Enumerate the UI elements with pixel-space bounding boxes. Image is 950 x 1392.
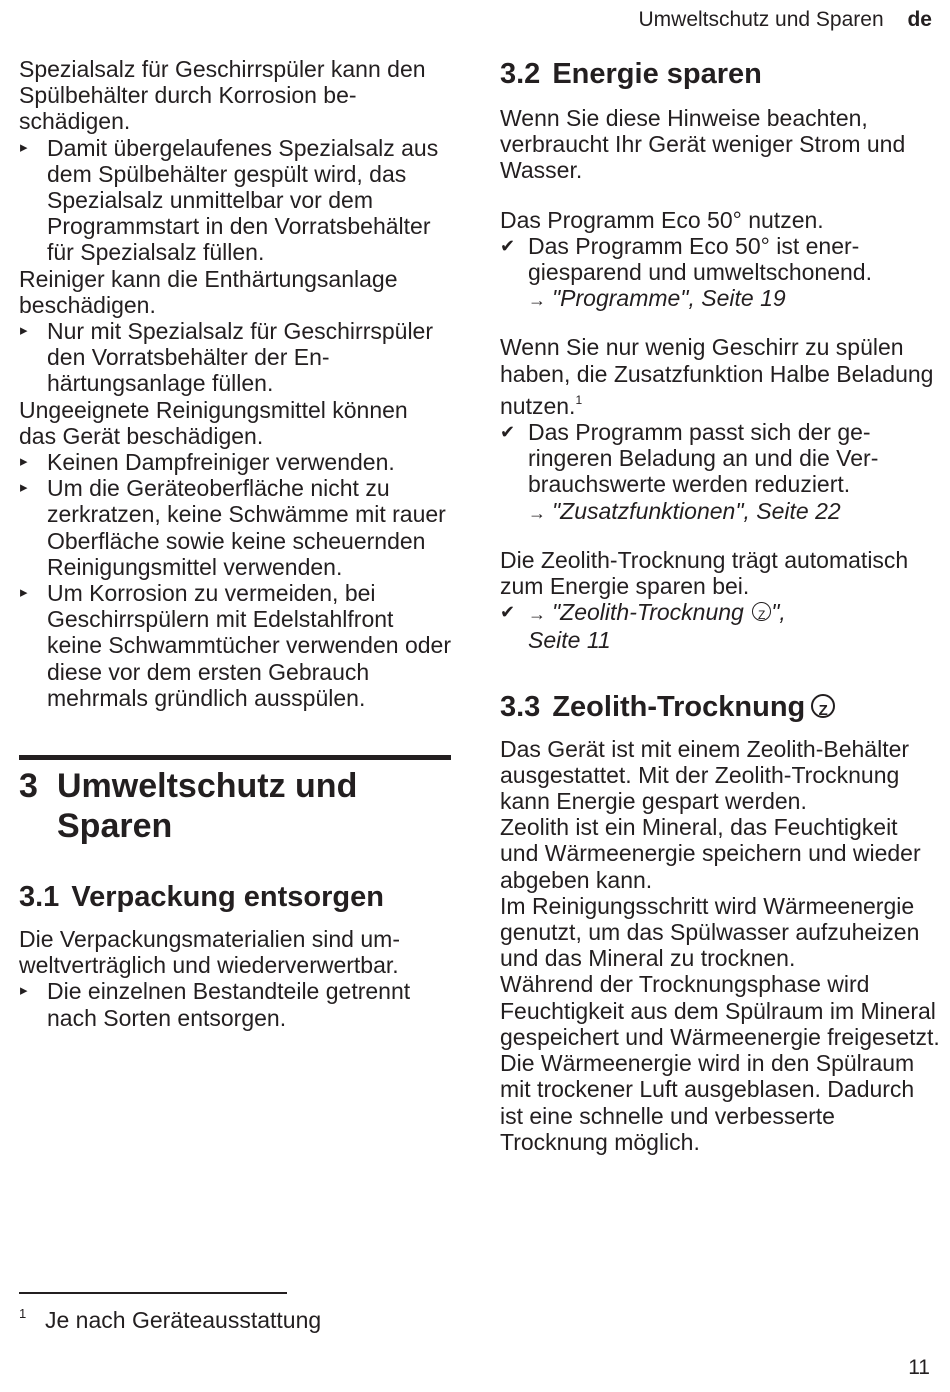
page-number: 11 [908, 1356, 930, 1379]
section-heading-3-1 [19, 880, 451, 914]
arrow-right-icon: → [528, 290, 546, 311]
section-heading-3-3 [500, 690, 940, 724]
zeolith-symbol-icon [752, 602, 771, 621]
section-number: 3.3 [500, 690, 541, 723]
list-item: ▸ Keinen Dampfreiniger verwenden. [19, 449, 451, 475]
result-list [500, 599, 940, 653]
header-language: de [907, 8, 932, 31]
page-header [639, 8, 932, 32]
zeolith-symbol-icon [811, 694, 835, 718]
result-list [500, 419, 940, 526]
footnote-marker: 1 [575, 392, 583, 407]
bullet-list [19, 135, 451, 266]
result-item: ✔ Das Programm passt sich der geringeren Beladung an und die Verbrauchswerte werden reduziert. → "Zusatzfunktionen", Seite 22 [500, 419, 879, 524]
cross-reference[interactable]: → "Programme", Seite 19 [528, 285, 786, 312]
result-item [500, 599, 940, 653]
footnote-divider [19, 1292, 287, 1294]
list-item: ▸ Damit übergelaufenes Spezialsalz aus dem Spülbehälter gespült wird, das Spezialsalz unmittelbar vor dem Programmstart in den Vorratsbehälter für Spezialsalz füllen. [19, 135, 451, 266]
header-section-title: Umweltschutz und Sparen [638, 8, 884, 31]
warning-text-cleaner: Reiniger kann die Enthärtungsanlage beschädigen. [19, 265, 398, 318]
list-item: ▸ Nur mit Spezialsalz für Geschirrspüler den Vorratsbehälter der Enhärtungsanlage füllen. [19, 318, 451, 397]
instruction-text: Das Programm Eco 50° nutzen. [500, 206, 824, 233]
section-paragraph: Wenn Sie diese Hinweise beachten, verbraucht Ihr Gerät weniger Strom und Wasser. [500, 105, 906, 184]
checkmark-icon: ✔ [500, 602, 516, 623]
chapter-number: 3 [19, 767, 38, 806]
chapter-title: Umweltschutz und Sparen [57, 767, 358, 846]
result-list [500, 233, 940, 314]
chapter-divider [19, 755, 451, 760]
bullet-list [19, 449, 451, 711]
checkmark-icon: ✔ [500, 235, 516, 256]
instruction-text: Die Zeolith-Trocknung trägt automatisch zum Energie sparen bei. [500, 546, 909, 600]
section-paragraph: Das Gerät ist mit einem Zeolith-Behälter ausgestattet. Mit der Zeolith-Trocknung kann Energie gespart werden. [500, 735, 910, 815]
section-number: 3.1 [19, 881, 60, 914]
instruction-text: Wenn Sie nur wenig Geschirr zu spülen haben, die Zusatzfunktion Halbe Beladung nutzen.$^1$ [500, 334, 934, 419]
list-item: ▸ Um die Geräteoberfläche nicht zu zerkratzen, keine Schwämme mit rauer Oberfläche sowie keine scheuernden Reinigungsmittel verwenden. [19, 475, 451, 580]
bullet-list [19, 318, 451, 397]
cross-reference[interactable]: → "Zusatzfunktionen", Seite 22 [528, 497, 841, 524]
section-paragraph: Die Verpackungsmaterialien sind umweltverträglich und wiederverwertbar. [19, 926, 400, 979]
section-paragraph: Während der Trocknungsphase wird Feuchtigkeit aus dem Spülraum im Mineral gespeichert und Wärmeenergie freigesetzt. Die Wärmeenergie wird in den Spülraum mit trockener Luft ausgeblasen. Dadurch ist eine schnelle und verbesserte Trocknung möglich. [500, 971, 940, 1155]
left-column [19, 56, 451, 1031]
footnote-number: 1 [19, 1306, 27, 1321]
section-title: Zeolith-TrocknungZ [552, 690, 835, 724]
arrow-right-icon: → [528, 604, 546, 625]
list-item: ▸ Die einzelnen Bestandteile getrennt nach Sorten entsorgen. [19, 978, 451, 1030]
checkmark-icon: ✔ [500, 422, 516, 443]
footnote-text: Je nach Geräteausstattung [45, 1307, 322, 1333]
footnote [19, 1306, 321, 1334]
section-number: 3.2 [500, 58, 541, 90]
list-item: ▸ Um Korrosion zu vermeiden, bei Geschirrspülern mit Edelstahlfront keine Schwammtücher verwenden oder diese vor dem ersten Gebrauch mehrmals gründlich ausspülen. [19, 580, 451, 711]
right-column [500, 56, 940, 1155]
section-title: Energie sparen [552, 58, 762, 90]
warning-text-salt: Spezialsalz für Geschirrspüler kann den Spülbehälter durch Korrosion beschädigen. [19, 56, 426, 135]
cross-reference[interactable]: → "Zeolith-Trocknung Z ", Seite 11 [528, 599, 786, 653]
section-heading-3-2 [500, 57, 940, 91]
warning-text-detergent: Ungeeignete Reinigungsmittel können das Gerät beschädigen. [19, 396, 408, 449]
result-item: ✔ Das Programm Eco 50° ist energiesparend und umweltschonend. → "Programme", Seite 19 [500, 232, 872, 312]
section-title: Verpackung entsorgen [71, 881, 384, 914]
bullet-list [19, 978, 451, 1030]
section-paragraph: Im Reinigungsschritt wird Wärmeenergie genutzt, um das Spülwasser aufzuheizen und das Mineral zu trocknen. [500, 892, 920, 972]
section-paragraph: Zeolith ist ein Mineral, das Feuchtigkeit und Wärmeenergie speichern und wieder abgeben kann. [500, 814, 921, 893]
arrow-right-icon: → [528, 502, 546, 523]
chapter-heading [19, 766, 451, 846]
